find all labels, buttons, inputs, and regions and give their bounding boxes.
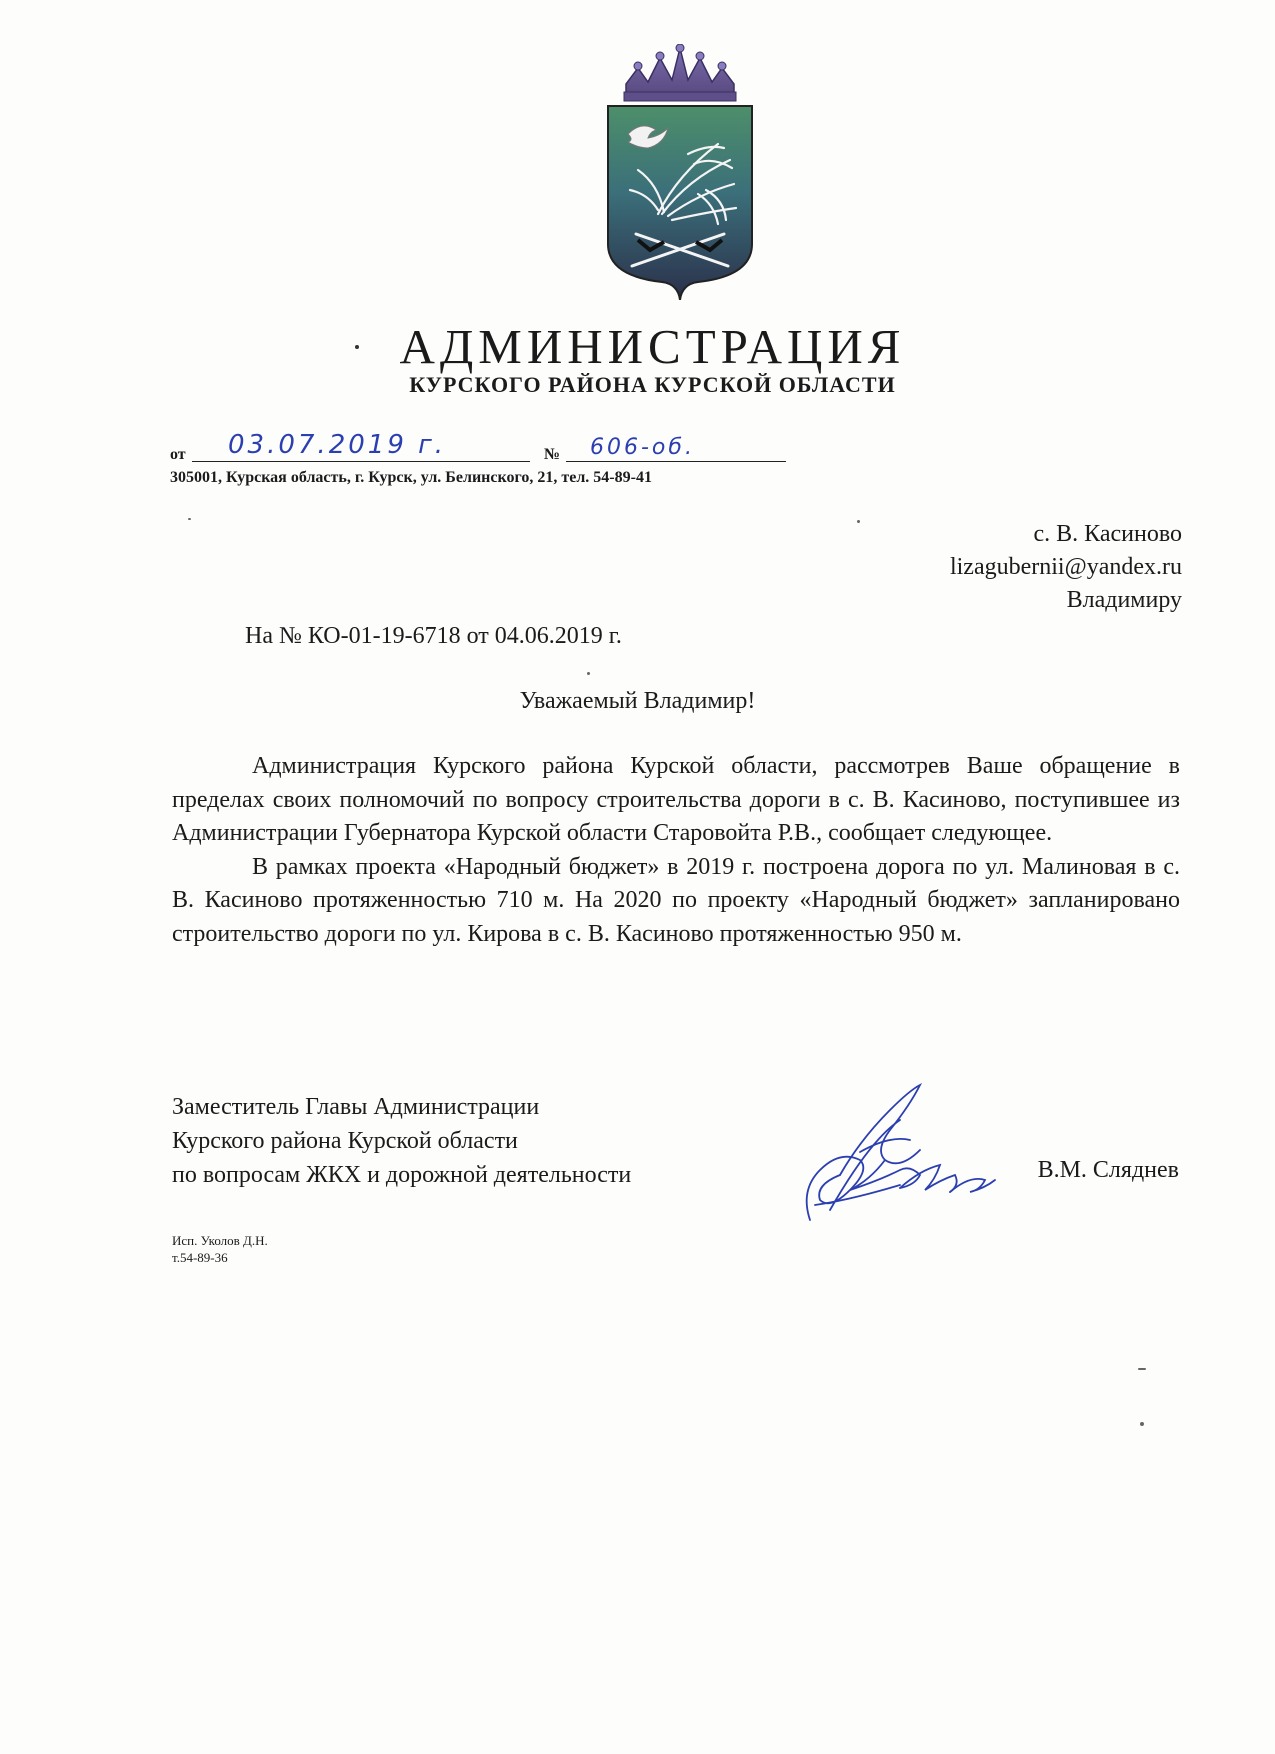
org-address: 305001, Курская область, г. Курск, ул. Белинского, 21, тел. 54-89-41 bbox=[170, 469, 652, 486]
signer-position bbox=[172, 1090, 631, 1192]
signer-position-line-2: Курского района Курской области bbox=[172, 1128, 518, 1154]
handwritten-number: 606-об. bbox=[590, 435, 695, 460]
letter-body bbox=[172, 750, 1180, 951]
registration-line bbox=[170, 430, 790, 468]
handwritten-date: 03.07.2019 г. bbox=[228, 430, 447, 460]
signer-position-line-1: Заместитель Главы Администрации bbox=[172, 1094, 540, 1120]
org-title: АДМИНИСТРАЦИЯ bbox=[399, 319, 906, 374]
body-paragraph-2: В рамках проекта «Народный бюджет» в 2019 г. построена дорога по ул. Малиновая в с. В. Касиново протяженностью 710 м. На 2020 по проекту «Народный бюджет» запланировано строительство дороги по ул. Кирова в с. В. Касиново протяженностью 950 м. bbox=[172, 853, 1180, 947]
scan-speck bbox=[857, 520, 860, 523]
recipient-email: lizagubernii@yandex.ru bbox=[949, 554, 1182, 580]
coat-of-arms-icon bbox=[598, 44, 762, 300]
recipient-village: с. В. Касиново bbox=[1033, 521, 1182, 547]
executor-name: Исп. Уколов Д.Н. bbox=[172, 1233, 268, 1248]
date-underline bbox=[192, 461, 530, 462]
from-label: от bbox=[170, 446, 186, 463]
number-label: № bbox=[544, 446, 561, 463]
recipient-name: Владимиру bbox=[1066, 587, 1182, 613]
scan-speck bbox=[188, 518, 191, 520]
reference-line: На № КО-01-19-6718 от 04.06.2019 г. bbox=[245, 623, 622, 649]
body-paragraph-1: Администрация Курского района Курской области, рассмотрев Ваше обращение в пределах своих полномочий по вопросу строительства дороги в с. В. Касиново, поступившее из Администрации Губернатора Курской области Старовойта Р.В., сообщает следующее. bbox=[172, 753, 1180, 846]
org-subtitle: КУРСКОГО РАЙОНА КУРСКОЙ ОБЛАСТИ bbox=[409, 372, 896, 397]
handwritten-signature-icon bbox=[790, 1080, 1020, 1230]
scan-speck bbox=[587, 672, 590, 675]
signer-position-line-3: по вопросам ЖКХ и дорожной деятельности bbox=[172, 1162, 632, 1188]
scan-speck bbox=[1140, 1422, 1144, 1426]
executor-info bbox=[172, 1232, 268, 1266]
executor-phone: т.54-89-36 bbox=[172, 1250, 228, 1265]
greeting: Уважаемый Владимир! bbox=[519, 688, 756, 714]
signer-name: В.М. Сляднев bbox=[1037, 1157, 1179, 1183]
scan-speck bbox=[1138, 1368, 1146, 1370]
recipient-block bbox=[950, 518, 1182, 617]
number-underline bbox=[566, 461, 786, 462]
